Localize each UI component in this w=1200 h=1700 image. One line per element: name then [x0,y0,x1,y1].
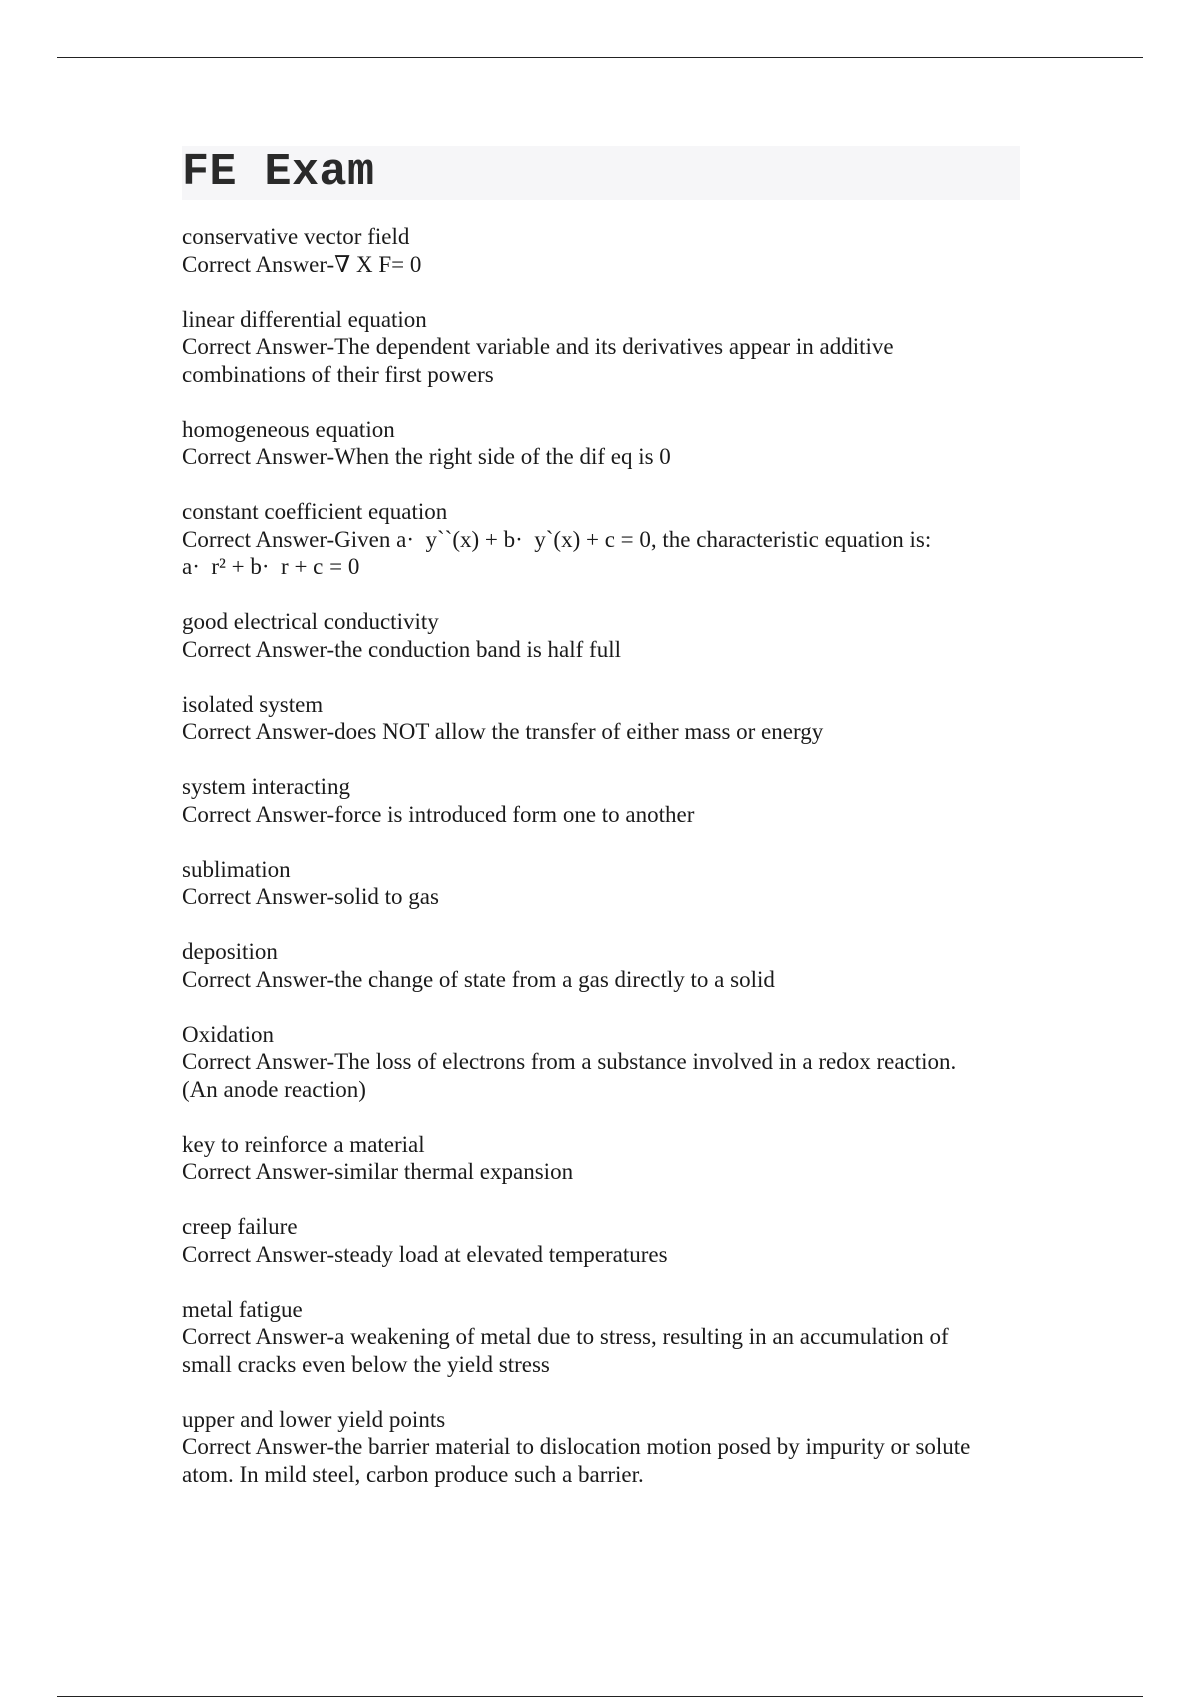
entry-answer: Correct Answer-Given a· y``(x) + b· y`(x) + c = 0, the characteristic equation is: a· r² + b· r + c = 0 [182,526,932,579]
entry-answer: Correct Answer-The loss of electrons from a substance involved in a redox reaction. (An anode reaction) [182,1049,957,1102]
qa-entry [182,608,1020,663]
qa-entry [182,691,1020,746]
entry-term: creep failure [182,1214,298,1239]
entry-term: good electrical conductivity [182,609,439,634]
qa-entry [182,416,1020,471]
entry-term: sublimation [182,856,291,882]
qa-entry [182,856,1020,911]
entry-term: constant coefficient equation [182,499,448,524]
entry-answer: Correct Answer-The dependent variable and its derivatives appear in additive combinations of their first powers [182,334,894,387]
top-rule [57,57,1143,58]
entry-term: metal fatigue [182,1296,303,1322]
entry-term: linear differential equation [182,306,427,332]
document-body [182,146,1020,1516]
entry-answer: Correct Answer-the conduction band is half full [182,636,621,662]
entry-answer: Correct Answer-does NOT allow the transfer of either mass or energy [182,719,824,744]
entry-answer: Correct Answer-a weakening of metal due to stress, resulting in an accumulation of small cracks even below the yield stress [182,1324,949,1377]
document-title: FE Exam [182,147,375,198]
entry-term: homogeneous equation [182,416,395,442]
qa-entry [182,1213,1020,1268]
entry-term: upper and lower yield points [182,1406,446,1432]
qa-entry [182,1406,1020,1489]
qa-entry [182,773,1020,828]
entry-answer: Correct Answer-steady load at elevated temperatures [182,1241,668,1267]
bottom-rule [57,1696,1143,1697]
entry-answer: Correct Answer-∇ X F= 0 [182,251,422,277]
entry-term: Oxidation [182,1021,274,1047]
entry-term: deposition [182,939,278,964]
entry-term: isolated system [182,691,324,717]
title-bar [182,146,1020,200]
entry-answer: Correct Answer-solid to gas [182,884,439,909]
entry-term: system interacting [182,774,350,799]
entry-term: key to reinforce a material [182,1131,425,1157]
entry-answer: Correct Answer-the change of state from a gas directly to a solid [182,966,775,992]
entry-answer: Correct Answer-force is introduced form one to another [182,801,695,827]
qa-entry [182,223,1020,278]
entry-answer: Correct Answer-the barrier material to dislocation motion posed by impurity or solute atom. In mild steel, carbon produce such a barrier. [182,1434,971,1487]
qa-entry [182,1021,1020,1104]
qa-entry [182,306,1020,389]
qa-entry [182,1131,1020,1186]
entry-answer: Correct Answer-When the right side of the dif eq is 0 [182,444,671,469]
qa-entry [182,498,1020,581]
qa-entry [182,1296,1020,1379]
entry-term: conservative vector field [182,224,410,249]
qa-entry [182,938,1020,993]
entry-answer: Correct Answer-similar thermal expansion [182,1159,574,1184]
